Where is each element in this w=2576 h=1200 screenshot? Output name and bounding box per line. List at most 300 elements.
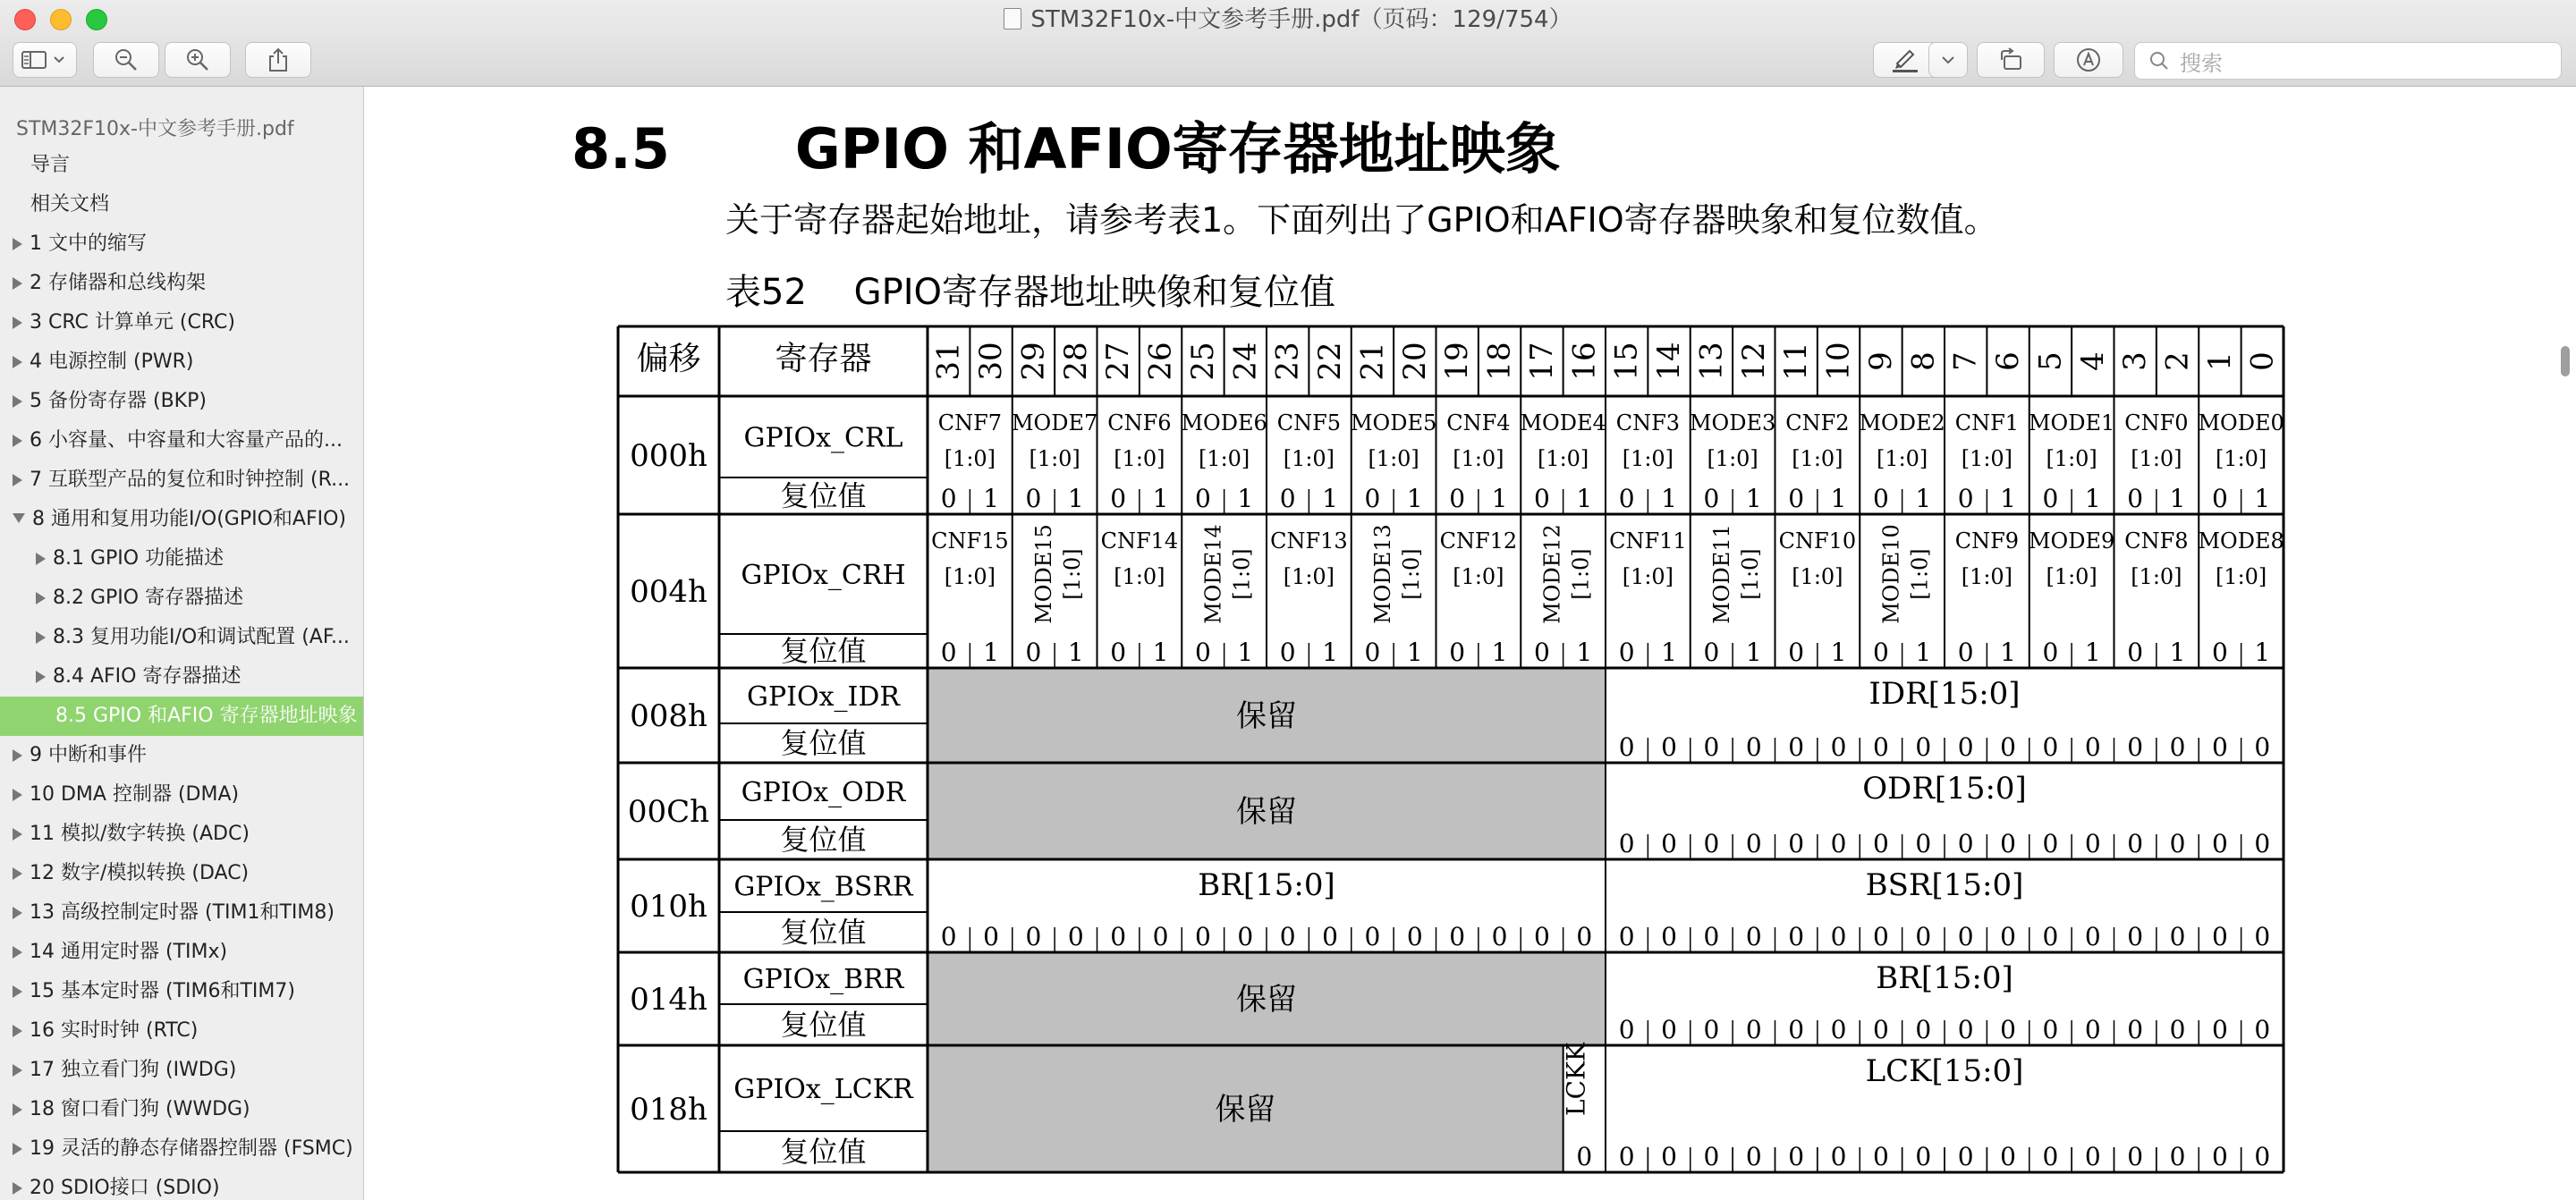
reset-bit-value: 0 xyxy=(1957,732,1974,762)
bit-number-label: 31 xyxy=(930,342,967,381)
bitfield-name: CNF4 xyxy=(1446,410,1511,435)
bit-number-label: 18 xyxy=(1481,342,1518,381)
register-offset: 014h xyxy=(630,982,708,1018)
bitfield-name: CNF1 xyxy=(1954,410,2020,435)
outline-item[interactable] xyxy=(0,421,363,461)
reset-bit-value: 1 xyxy=(1322,638,1338,667)
bitfield-name: CNF8 xyxy=(2124,528,2189,554)
reset-bit-value: 0 xyxy=(1364,638,1381,667)
reset-bit-value: 0 xyxy=(1618,484,1635,513)
disclosure-collapsed-icon[interactable] xyxy=(13,1064,22,1077)
disclosure-collapsed-icon[interactable] xyxy=(36,671,46,683)
reset-bit-value: 0 xyxy=(2169,732,2186,762)
bitfield-name: MODE4 xyxy=(1520,410,1606,435)
disclosure-collapsed-icon[interactable] xyxy=(13,317,22,329)
bitfield-name: CNF13 xyxy=(1270,528,1348,554)
bitfield-range: [1:0] xyxy=(1114,564,1165,589)
outline-item[interactable] xyxy=(0,618,363,657)
bitfield-name: CNF7 xyxy=(937,410,1003,435)
disclosure-collapsed-icon[interactable] xyxy=(13,789,22,801)
reset-bit-value: 0 xyxy=(1957,1142,1974,1171)
reset-bit-value: 0 xyxy=(1915,732,1932,762)
outline-item[interactable] xyxy=(0,1011,363,1051)
bitfield-name: LCK[15:0] xyxy=(1865,1053,2024,1089)
outline-item[interactable] xyxy=(0,461,363,500)
bitfield-name: LCKK xyxy=(1561,1043,1591,1116)
reset-bit-value: 0 xyxy=(1110,638,1127,667)
zoom-out-button[interactable] xyxy=(93,42,159,78)
outline-item-label: 导言 xyxy=(30,154,71,176)
reset-bit-value: 0 xyxy=(2084,922,2101,951)
reset-bit-value: 0 xyxy=(1745,922,1762,951)
zoom-out-icon xyxy=(114,47,139,72)
reset-bit-value: 0 xyxy=(2127,1142,2144,1171)
bit-number-label: 2 xyxy=(2159,351,2196,371)
reset-bit-value: 1 xyxy=(2169,638,2186,667)
bitfield-range: [1:0] xyxy=(1198,446,1250,471)
outline-item-label: 4 电源控制 (PWR) xyxy=(30,351,194,373)
bit-number-label: 30 xyxy=(973,342,1010,381)
reset-bit-value: 0 xyxy=(2000,732,2016,762)
disclosure-collapsed-icon[interactable] xyxy=(13,435,22,447)
outline-item[interactable] xyxy=(0,1169,363,1200)
title-bar xyxy=(0,0,2576,39)
register-name: GPIOx_CRL xyxy=(743,422,903,454)
disclosure-collapsed-icon[interactable] xyxy=(13,1025,22,1037)
reset-bit-value: 0 xyxy=(2212,732,2228,762)
reset-bit-value: 0 xyxy=(1195,484,1211,513)
reset-bit-value: 1 xyxy=(1745,638,1762,667)
sidebar-document-name[interactable]: STM32F10x-中文参考手册.pdf xyxy=(16,118,294,140)
pdf-document-icon xyxy=(1004,8,1021,30)
reset-bit-value: 1 xyxy=(1915,638,1932,667)
reset-bit-value: 1 xyxy=(1152,484,1169,513)
bitfield-range: [1:0] xyxy=(1029,446,1080,471)
reserved-label: 保留 xyxy=(1236,982,1297,1018)
reset-bit-value: 0 xyxy=(2169,922,2186,951)
disclosure-collapsed-icon[interactable] xyxy=(36,592,46,604)
reset-bit-value: 1 xyxy=(1830,638,1847,667)
reset-bit-value: 0 xyxy=(2169,829,2186,858)
reset-bit-value: 0 xyxy=(2000,1015,2016,1044)
reset-bit-value: 0 xyxy=(1703,922,1720,951)
header-register: 寄存器 xyxy=(775,341,872,377)
reset-bit-value: 1 xyxy=(2084,484,2101,513)
outline-item[interactable] xyxy=(0,539,363,579)
reset-bit-value: 0 xyxy=(1830,1142,1847,1171)
bit-number-label: 28 xyxy=(1057,342,1094,381)
window-title xyxy=(0,0,2576,39)
reset-bit-value: 0 xyxy=(1830,732,1847,762)
reset-bit-value: 0 xyxy=(2212,484,2228,513)
reset-bit-value: 0 xyxy=(2212,638,2228,667)
bit-number-label: 29 xyxy=(1015,342,1052,381)
reset-bit-value: 0 xyxy=(1279,922,1296,951)
outline-item-label: 8.5 GPIO 和AFIO 寄存器地址映象 xyxy=(55,705,358,727)
bitfield-range: [1:0] xyxy=(1961,564,2013,589)
bit-number-label: 0 xyxy=(2244,351,2281,371)
outline-item[interactable] xyxy=(0,146,363,185)
reset-bit-value: 1 xyxy=(2254,638,2271,667)
reserved-label: 保留 xyxy=(1236,794,1297,830)
disclosure-collapsed-icon[interactable] xyxy=(13,474,22,486)
outline-item-label: 8.3 复用功能I/O和调试配置 (AF... xyxy=(53,626,350,648)
reset-bit-value: 0 xyxy=(940,922,957,951)
reset-bit-value: 0 xyxy=(2212,829,2228,858)
register-name: GPIOx_LCKR xyxy=(733,1074,913,1105)
section-title: GPIO 和AFIO寄存器地址映象 xyxy=(794,116,1561,182)
disclosure-collapsed-icon[interactable] xyxy=(13,1182,22,1195)
bitfield-range: [1:0] xyxy=(1907,548,1933,600)
bitfield-name: MODE2 xyxy=(1859,410,1945,435)
reset-bit-value: 0 xyxy=(2212,1015,2228,1044)
bitfield-range: [1:0] xyxy=(1114,446,1165,471)
bit-number-label: 17 xyxy=(1523,342,1560,381)
outline-item[interactable] xyxy=(0,382,363,421)
reset-bit-value: 0 xyxy=(1703,1142,1720,1171)
zoom-in-icon xyxy=(185,47,210,72)
bitfield-range: [1:0] xyxy=(1792,446,1843,471)
bitfield-name: CNF14 xyxy=(1100,528,1179,554)
outline-item-label: 相关文档 xyxy=(30,193,110,215)
outline-item-label: 7 互联型产品的复位和时钟控制 (R... xyxy=(30,469,351,491)
bitfield-name: MODE7 xyxy=(1011,410,1098,435)
reset-value-label: 复位值 xyxy=(780,478,867,513)
disclosure-collapsed-icon[interactable] xyxy=(13,1103,22,1116)
reset-bit-value: 0 xyxy=(1873,922,1889,951)
bitfield-name: CNF6 xyxy=(1107,410,1172,435)
reset-bit-value: 0 xyxy=(2042,484,2059,513)
reset-bit-value: 1 xyxy=(1406,638,1423,667)
reset-bit-value: 0 xyxy=(2042,829,2059,858)
reset-bit-value: 1 xyxy=(1237,638,1254,667)
reset-bit-value: 0 xyxy=(1279,638,1296,667)
reset-bit-value: 0 xyxy=(2212,1142,2228,1171)
bit-number-label: 1 xyxy=(2201,351,2238,371)
bitfield-name: CNF11 xyxy=(1609,528,1687,554)
outline-item[interactable] xyxy=(0,500,363,539)
sidebar-outline[interactable] xyxy=(0,87,364,1200)
outline-item-label: 16 实时时钟 (RTC) xyxy=(30,1019,199,1042)
pdf-page[interactable] xyxy=(364,87,2576,1200)
bitfield-range: [1:0] xyxy=(1229,548,1255,600)
disclosure-collapsed-icon[interactable] xyxy=(36,553,46,565)
reset-bit-value: 1 xyxy=(1576,638,1593,667)
reset-bit-value: 0 xyxy=(1873,638,1889,667)
reset-bit-value: 1 xyxy=(1491,484,1508,513)
markup-button[interactable] xyxy=(2054,42,2123,78)
bit-number-label: 4 xyxy=(2074,351,2111,371)
reset-bit-value: 0 xyxy=(1618,829,1635,858)
bit-number-label: 20 xyxy=(1396,342,1433,381)
bitfield-range: [1:0] xyxy=(2215,446,2267,471)
disclosure-collapsed-icon[interactable] xyxy=(36,631,46,644)
reset-bit-value: 1 xyxy=(1406,484,1423,513)
bitfield-name: MODE0 xyxy=(2198,410,2284,435)
window-title-text: STM32F10x-中文参考手册.pdf（页码：129/754） xyxy=(1030,6,1572,33)
bitfield-range: [1:0] xyxy=(1792,564,1843,589)
disclosure-collapsed-icon[interactable] xyxy=(13,749,22,762)
reset-bit-value: 0 xyxy=(1830,1015,1847,1044)
disclosure-collapsed-icon[interactable] xyxy=(13,238,22,250)
outline-item[interactable] xyxy=(0,972,363,1011)
bitfield-name: BSR[15:0] xyxy=(1865,867,2024,903)
reset-bit-value: 0 xyxy=(1703,732,1720,762)
register-offset: 010h xyxy=(630,889,708,925)
reset-bit-value: 0 xyxy=(1322,922,1338,951)
bit-number-label: 3 xyxy=(2117,351,2154,371)
outline-item-label: 12 数字/模拟转换 (DAC) xyxy=(30,862,250,884)
outline-item[interactable] xyxy=(0,854,363,893)
outline-item-label: 20 SDIO接口 (SDIO) xyxy=(30,1177,220,1199)
reset-bit-value: 1 xyxy=(983,484,999,513)
bitfield-range: [1:0] xyxy=(1453,446,1504,471)
reset-bit-value: 0 xyxy=(2169,1142,2186,1171)
bitfield-name: MODE11 xyxy=(1709,524,1735,624)
bitfield-range: [1:0] xyxy=(944,446,996,471)
bitfield-name: MODE15 xyxy=(1031,524,1057,624)
bitfield-name: MODE10 xyxy=(1878,524,1904,624)
outline-item[interactable] xyxy=(0,775,363,815)
disclosure-collapsed-icon[interactable] xyxy=(13,356,22,368)
zoom-in-button[interactable] xyxy=(165,42,231,78)
bitfield-range: [1:0] xyxy=(1368,446,1419,471)
outline-item[interactable] xyxy=(0,1129,363,1169)
search-field[interactable] xyxy=(2134,42,2562,80)
reset-bit-value: 0 xyxy=(2042,732,2059,762)
bitfield-range: [1:0] xyxy=(1537,446,1589,471)
outline-item-label: 17 独立看门狗 (IWDG) xyxy=(30,1059,237,1081)
vertical-scrollbar-thumb[interactable] xyxy=(2561,346,2570,376)
bitfield-range: [1:0] xyxy=(1961,446,2013,471)
reset-bit-value: 0 xyxy=(1364,484,1381,513)
outline-item[interactable] xyxy=(0,815,363,854)
disclosure-collapsed-icon[interactable] xyxy=(13,828,22,841)
reset-bit-value: 0 xyxy=(1703,1015,1720,1044)
reset-bit-value: 0 xyxy=(2127,638,2144,667)
reset-bit-value: 1 xyxy=(2000,484,2016,513)
outline-item-label: 8 通用和复用功能I/O(GPIO和AFIO) xyxy=(32,508,347,530)
reset-bit-value: 1 xyxy=(1745,484,1762,513)
reset-bit-value: 1 xyxy=(1237,484,1254,513)
reset-bit-value: 0 xyxy=(2127,829,2144,858)
outline-item[interactable] xyxy=(0,893,363,933)
reserved-label: 保留 xyxy=(1215,1092,1276,1128)
disclosure-collapsed-icon[interactable] xyxy=(13,867,22,880)
reset-bit-value: 0 xyxy=(2254,829,2271,858)
reset-bit-value: 0 xyxy=(1873,1142,1889,1171)
rotate-icon xyxy=(1996,47,2025,72)
outline-item[interactable] xyxy=(0,342,363,382)
reset-bit-value: 0 xyxy=(2084,1142,2101,1171)
reset-bit-value: 0 xyxy=(1449,922,1466,951)
disclosure-collapsed-icon[interactable] xyxy=(13,1143,22,1155)
reset-bit-value: 0 xyxy=(1025,922,1042,951)
register-map-table xyxy=(616,325,2307,1178)
chevron-down-icon xyxy=(1941,55,1955,65)
reset-bit-value: 0 xyxy=(2254,922,2271,951)
reset-bit-value: 0 xyxy=(1661,1142,1677,1171)
bit-number-label: 10 xyxy=(1820,342,1857,381)
reset-bit-value: 0 xyxy=(1745,1015,1762,1044)
outline-item-label: 5 备份寄存器 (BKP) xyxy=(30,390,207,412)
register-table-svg xyxy=(616,325,2307,1178)
outline-item[interactable] xyxy=(0,579,363,618)
reset-bit-value: 0 xyxy=(1830,829,1847,858)
reset-bit-value: 0 xyxy=(1661,922,1677,951)
reset-bit-value: 1 xyxy=(1576,484,1593,513)
highlight-pen-icon xyxy=(1890,46,1920,73)
bitfield-range: [1:0] xyxy=(1060,548,1086,600)
outline-item[interactable] xyxy=(0,736,363,775)
sidebar-view-icon xyxy=(21,49,69,71)
rotate-button[interactable] xyxy=(1977,42,2045,78)
outline-item-label: 13 高级控制定时器 (TIM1和TIM8) xyxy=(30,901,335,924)
reset-bit-value: 0 xyxy=(1618,732,1635,762)
outline-item[interactable] xyxy=(0,303,363,342)
markup-icon xyxy=(2075,46,2102,73)
outline-item-label: 3 CRC 计算单元 (CRC) xyxy=(30,311,235,334)
disclosure-collapsed-icon[interactable] xyxy=(13,946,22,959)
reset-bit-value: 0 xyxy=(1745,1142,1762,1171)
bit-number-label: 14 xyxy=(1651,342,1688,381)
reset-bit-value: 0 xyxy=(1788,1015,1805,1044)
reset-bit-value: 0 xyxy=(1873,1015,1889,1044)
outline-item-label: 6 小容量、中容量和大容量产品的... xyxy=(30,429,343,452)
reset-bit-value: 0 xyxy=(1915,922,1932,951)
reset-bit-value: 0 xyxy=(1915,829,1932,858)
reset-value-label: 复位值 xyxy=(780,915,867,950)
reset-bit-value: 0 xyxy=(2000,829,2016,858)
reset-bit-value: 0 xyxy=(2127,484,2144,513)
reset-bit-value: 0 xyxy=(1873,829,1889,858)
reset-bit-value: 0 xyxy=(1745,829,1762,858)
reset-bit-value: 0 xyxy=(1957,1015,1974,1044)
outline-item-label: 8.1 GPIO 功能描述 xyxy=(53,547,225,570)
bitfield-range: [1:0] xyxy=(1738,548,1764,600)
disclosure-collapsed-icon[interactable] xyxy=(13,277,22,290)
register-name: GPIOx_BSRR xyxy=(733,871,913,903)
reset-bit-value: 1 xyxy=(1830,484,1847,513)
reset-bit-value: 0 xyxy=(1025,638,1042,667)
outline-item-label: 11 模拟/数字转换 (ADC) xyxy=(30,823,250,845)
reset-bit-value: 0 xyxy=(1576,1142,1593,1171)
bit-number-label: 8 xyxy=(1905,351,1942,371)
outline-item[interactable] xyxy=(0,264,363,303)
outline-item-label: 15 基本定时器 (TIM6和TIM7) xyxy=(30,980,295,1002)
reset-value-label: 复位值 xyxy=(780,634,867,668)
reset-bit-value: 1 xyxy=(2000,638,2016,667)
reset-bit-value: 0 xyxy=(1576,922,1593,951)
bitfield-name: CNF10 xyxy=(1778,528,1857,554)
reset-bit-value: 1 xyxy=(2254,484,2271,513)
reset-bit-value: 0 xyxy=(2000,922,2016,951)
reset-bit-value: 0 xyxy=(1152,922,1169,951)
bitfield-name: BR[15:0] xyxy=(1876,960,2013,996)
reset-bit-value: 0 xyxy=(1873,484,1889,513)
reset-bit-value: 1 xyxy=(1915,484,1932,513)
reset-bit-value: 0 xyxy=(2084,732,2101,762)
outline-item[interactable] xyxy=(0,657,363,697)
outline-item[interactable] xyxy=(0,933,363,972)
bitfield-range: [1:0] xyxy=(1568,548,1594,600)
reserved-label: 保留 xyxy=(1236,698,1297,734)
outline-item[interactable] xyxy=(0,185,363,224)
reset-bit-value: 0 xyxy=(1195,638,1211,667)
reset-bit-value: 0 xyxy=(1745,732,1762,762)
reset-bit-value: 0 xyxy=(1661,829,1677,858)
outline-item-label: 8.2 GPIO 寄存器描述 xyxy=(53,587,244,609)
bit-number-label: 11 xyxy=(1778,342,1815,381)
outline-item-label: 14 通用定时器 (TIMx) xyxy=(30,941,228,963)
register-offset: 000h xyxy=(630,438,708,474)
bitfield-range: [1:0] xyxy=(1453,564,1504,589)
disclosure-collapsed-icon[interactable] xyxy=(13,907,22,919)
section-paragraph: 关于寄存器起始地址，请参考表1。下面列出了GPIO和AFIO寄存器映象和复位数值。 xyxy=(725,200,1998,240)
share-button[interactable] xyxy=(245,42,311,78)
bitfield-name: MODE1 xyxy=(2028,410,2115,435)
reset-bit-value: 0 xyxy=(2254,1015,2271,1044)
bitfield-range: [1:0] xyxy=(2131,446,2182,471)
bit-number-label: 12 xyxy=(1735,342,1772,381)
bitfield-name: MODE12 xyxy=(1539,524,1565,624)
reset-bit-value: 0 xyxy=(1491,922,1508,951)
bit-number-label: 24 xyxy=(1227,342,1264,381)
bit-number-label: 7 xyxy=(1947,351,1984,371)
outline-item-label: 2 存储器和总线构架 xyxy=(30,272,206,294)
outline-item[interactable] xyxy=(0,224,363,264)
outline-item[interactable] xyxy=(0,1090,363,1129)
bitfield-range: [1:0] xyxy=(2046,564,2097,589)
reset-bit-value: 0 xyxy=(1534,922,1550,951)
bit-number-label: 6 xyxy=(1990,351,2027,371)
reset-bit-value: 0 xyxy=(2042,922,2059,951)
bitfield-name: CNF15 xyxy=(931,528,1009,554)
bitfield-name: MODE8 xyxy=(2198,528,2284,554)
bitfield-name: MODE14 xyxy=(1200,524,1226,624)
reset-bit-value: 0 xyxy=(1703,484,1720,513)
highlight-options-button[interactable] xyxy=(1928,42,1968,78)
bit-number-label: 27 xyxy=(1100,342,1137,381)
disclosure-expanded-icon[interactable] xyxy=(13,513,25,523)
register-name: GPIOx_CRH xyxy=(741,560,906,591)
sidebar-view-button[interactable] xyxy=(13,42,77,78)
outline-item[interactable] xyxy=(0,1051,363,1090)
disclosure-collapsed-icon[interactable] xyxy=(13,395,22,408)
bitfield-name: MODE9 xyxy=(2028,528,2115,554)
reset-bit-value: 0 xyxy=(1703,829,1720,858)
reset-bit-value: 0 xyxy=(1618,922,1635,951)
reset-bit-value: 0 xyxy=(2254,1142,2271,1171)
bitfield-name: MODE13 xyxy=(1370,524,1396,624)
reset-bit-value: 0 xyxy=(1237,922,1254,951)
bitfield-range: [1:0] xyxy=(1707,446,1758,471)
bitfield-range: [1:0] xyxy=(1622,446,1674,471)
outline-item[interactable] xyxy=(0,697,363,736)
outline-item-label: 10 DMA 控制器 (DMA) xyxy=(30,783,240,806)
disclosure-collapsed-icon[interactable] xyxy=(13,985,22,998)
toolbar xyxy=(0,39,2576,87)
bitfield-range: [1:0] xyxy=(1283,564,1335,589)
bitfield-range: [1:0] xyxy=(2215,564,2267,589)
reset-bit-value: 1 xyxy=(983,638,999,667)
reset-bit-value: 0 xyxy=(1618,1142,1635,1171)
bit-number-label: 26 xyxy=(1142,342,1179,381)
bitfield-range: [1:0] xyxy=(2131,564,2182,589)
search-icon xyxy=(2149,51,2169,71)
reset-bit-value: 0 xyxy=(2127,1015,2144,1044)
reset-bit-value: 0 xyxy=(1406,922,1423,951)
